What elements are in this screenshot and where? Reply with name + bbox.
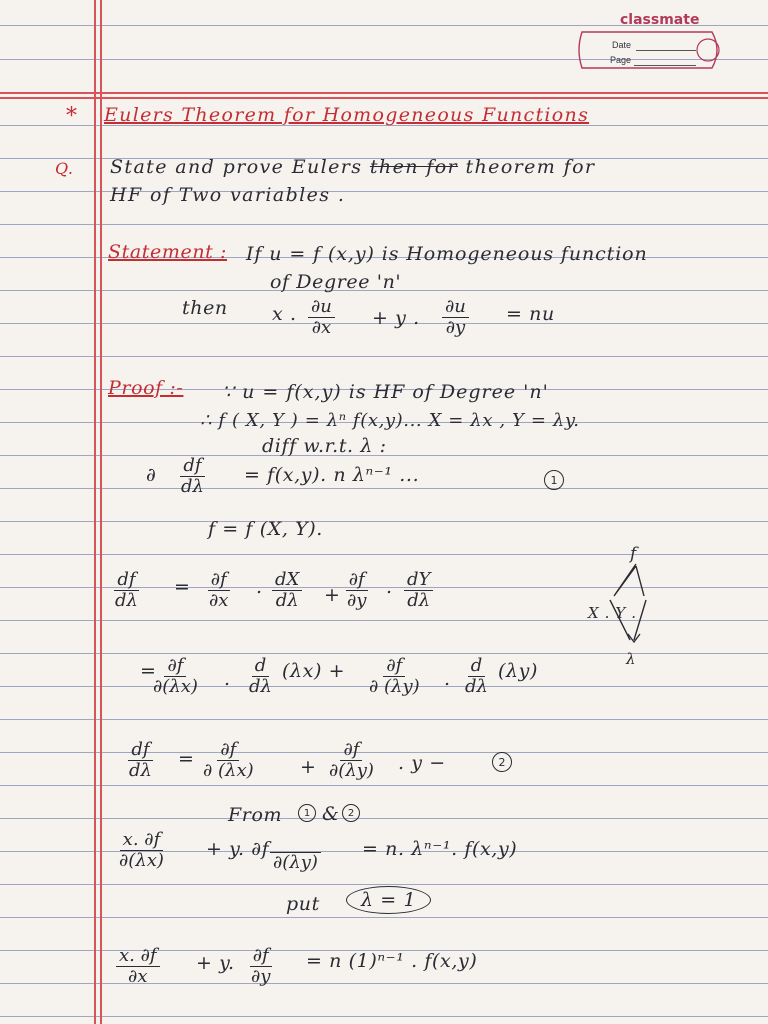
eq5-plus-y: + y. ∂f <box>206 838 270 860</box>
eq4-equals: = <box>178 748 195 770</box>
left-margin-line-2 <box>100 0 102 1024</box>
header-line <box>0 92 768 94</box>
df-dX-fraction: $\frac{\partial f}{\partial x}$ <box>209 569 229 611</box>
page-heading: Eulers Theorem for Homogeneous Functions <box>104 104 590 126</box>
eq2-equals: = <box>174 576 191 598</box>
df-dlambda-fraction-2: $\frac{df}{d\lambda}$ <box>115 569 138 611</box>
date-label: Date <box>612 40 632 50</box>
page-blank <box>634 65 696 66</box>
statement-line-2: of Degree 'n' <box>270 271 402 293</box>
statement-then: then <box>182 297 228 319</box>
x-df-dlambda-x-fraction: $\frac{x. \partial f}{\partial(\lambda x)}$ <box>119 829 164 871</box>
df-dy-fraction-final: $\frac{\partial f}{\partial y}$ <box>251 945 271 987</box>
question-line-2: HF of Two variables . <box>110 184 346 206</box>
df-dlambda-fraction-3: $\frac{df}{d\lambda}$ <box>129 739 152 781</box>
eq2-plus: + <box>324 584 341 606</box>
eq1-prefix: ∂ <box>146 464 157 486</box>
put-lambda-value: λ = 1 <box>346 886 431 914</box>
put-label: put <box>286 893 320 915</box>
df-dY-fraction: $\frac{\partial f}{\partial y}$ <box>347 569 367 611</box>
proof-label: Proof :- <box>108 377 184 399</box>
left-margin-line <box>94 0 96 1024</box>
df-d-lambda-x-fraction-2: $\frac{\partial f}{\partial (\lambda x)}$ <box>203 739 254 781</box>
struck-text: then for <box>369 156 459 178</box>
statement-result: = nu <box>506 303 555 325</box>
x-df-dx-fraction: $\frac{x. \partial f}{\partial x}$ <box>116 946 160 987</box>
question-marker: Q. <box>55 159 74 178</box>
eq1-rhs: = f(x,y). n λⁿ⁻¹ ... <box>244 464 420 486</box>
df-d-lambda-y-fraction-2: $\frac{\partial f}{\partial(\lambda y)}$ <box>329 739 374 781</box>
final-plus-y: + y. <box>196 952 235 974</box>
df-dlambda-fraction: $\frac{df}{d\lambda}$ <box>181 455 204 497</box>
d-lambda-y-den: ∂(λy) <box>270 852 321 873</box>
df-d-lambda-y-fraction: $\frac{\partial f}{\partial (\lambda y)}$ <box>369 655 420 697</box>
dX-dlambda-fraction: $\frac{dX}{d\lambda}$ <box>272 570 302 611</box>
eq3-equals: = <box>140 660 157 682</box>
eq4-tail: . y − <box>398 752 446 774</box>
proof-line-5: f = f (X, Y). <box>208 518 323 540</box>
eq5-rhs: = n. λⁿ⁻¹. f(x,y) <box>362 838 518 860</box>
du-dx-fraction: $\frac{\partial u}{\partial x}$ <box>308 297 335 338</box>
eq3-lambda-x: (λx) + <box>282 660 346 682</box>
chain-top-f: f <box>630 544 637 564</box>
dot-2: . <box>386 576 393 598</box>
dot-3: . <box>224 668 231 690</box>
final-rhs: = n (1)ⁿ⁻¹ . f(x,y) <box>306 950 478 972</box>
statement-label: Statement : <box>108 241 228 263</box>
date-blank <box>636 50 696 51</box>
proof-line-3: diff w.r.t. λ : <box>262 435 387 457</box>
chain-bottom: λ <box>626 650 637 668</box>
statement-line-1: If u = f (x,y) is Homogeneous function <box>246 243 648 265</box>
heading-star: * <box>66 104 78 129</box>
from-tag-1: 1 <box>298 804 316 822</box>
df-d-lambda-x-fraction: $\frac{\partial f}{\partial(\lambda x)}$ <box>153 655 198 697</box>
statement-x-dot: x . <box>272 303 297 325</box>
chain-mid: X . Y . <box>588 604 637 622</box>
from-tag-2: 2 <box>342 804 360 822</box>
d-dlambda-fraction-1: $\frac{d}{d\lambda}$ <box>249 655 272 697</box>
from-amp: & <box>322 803 340 825</box>
equation-tag-1: 1 <box>544 470 564 490</box>
dot-1: . <box>256 576 263 598</box>
eq3-lambda-y: (λy) <box>498 660 539 682</box>
header-line-2 <box>0 97 768 99</box>
dot-4: . <box>444 668 451 690</box>
dY-dlambda-fraction: $\frac{dY}{d\lambda}$ <box>404 570 433 611</box>
from-label: From <box>228 804 283 826</box>
brand-logo: classmate <box>620 12 700 28</box>
statement-plus-y: + y . <box>372 307 420 329</box>
du-dy-fraction: $\frac{\partial u}{\partial y}$ <box>442 297 469 338</box>
eq4-plus: + <box>300 756 317 778</box>
proof-line-1: ∵ u = f(x,y) is HF of Degree 'n' <box>222 381 549 403</box>
d-dlambda-fraction-2: $\frac{d}{d\lambda}$ <box>465 655 488 697</box>
page-label: Page <box>610 55 632 65</box>
equation-tag-2: 2 <box>492 752 512 772</box>
question-line-1: State and prove Eulers then for theorem for <box>110 156 596 178</box>
proof-line-2: ∴ f ( X, Y ) = λⁿ f(x,y)... X = λx , Y = λy. <box>200 410 580 431</box>
